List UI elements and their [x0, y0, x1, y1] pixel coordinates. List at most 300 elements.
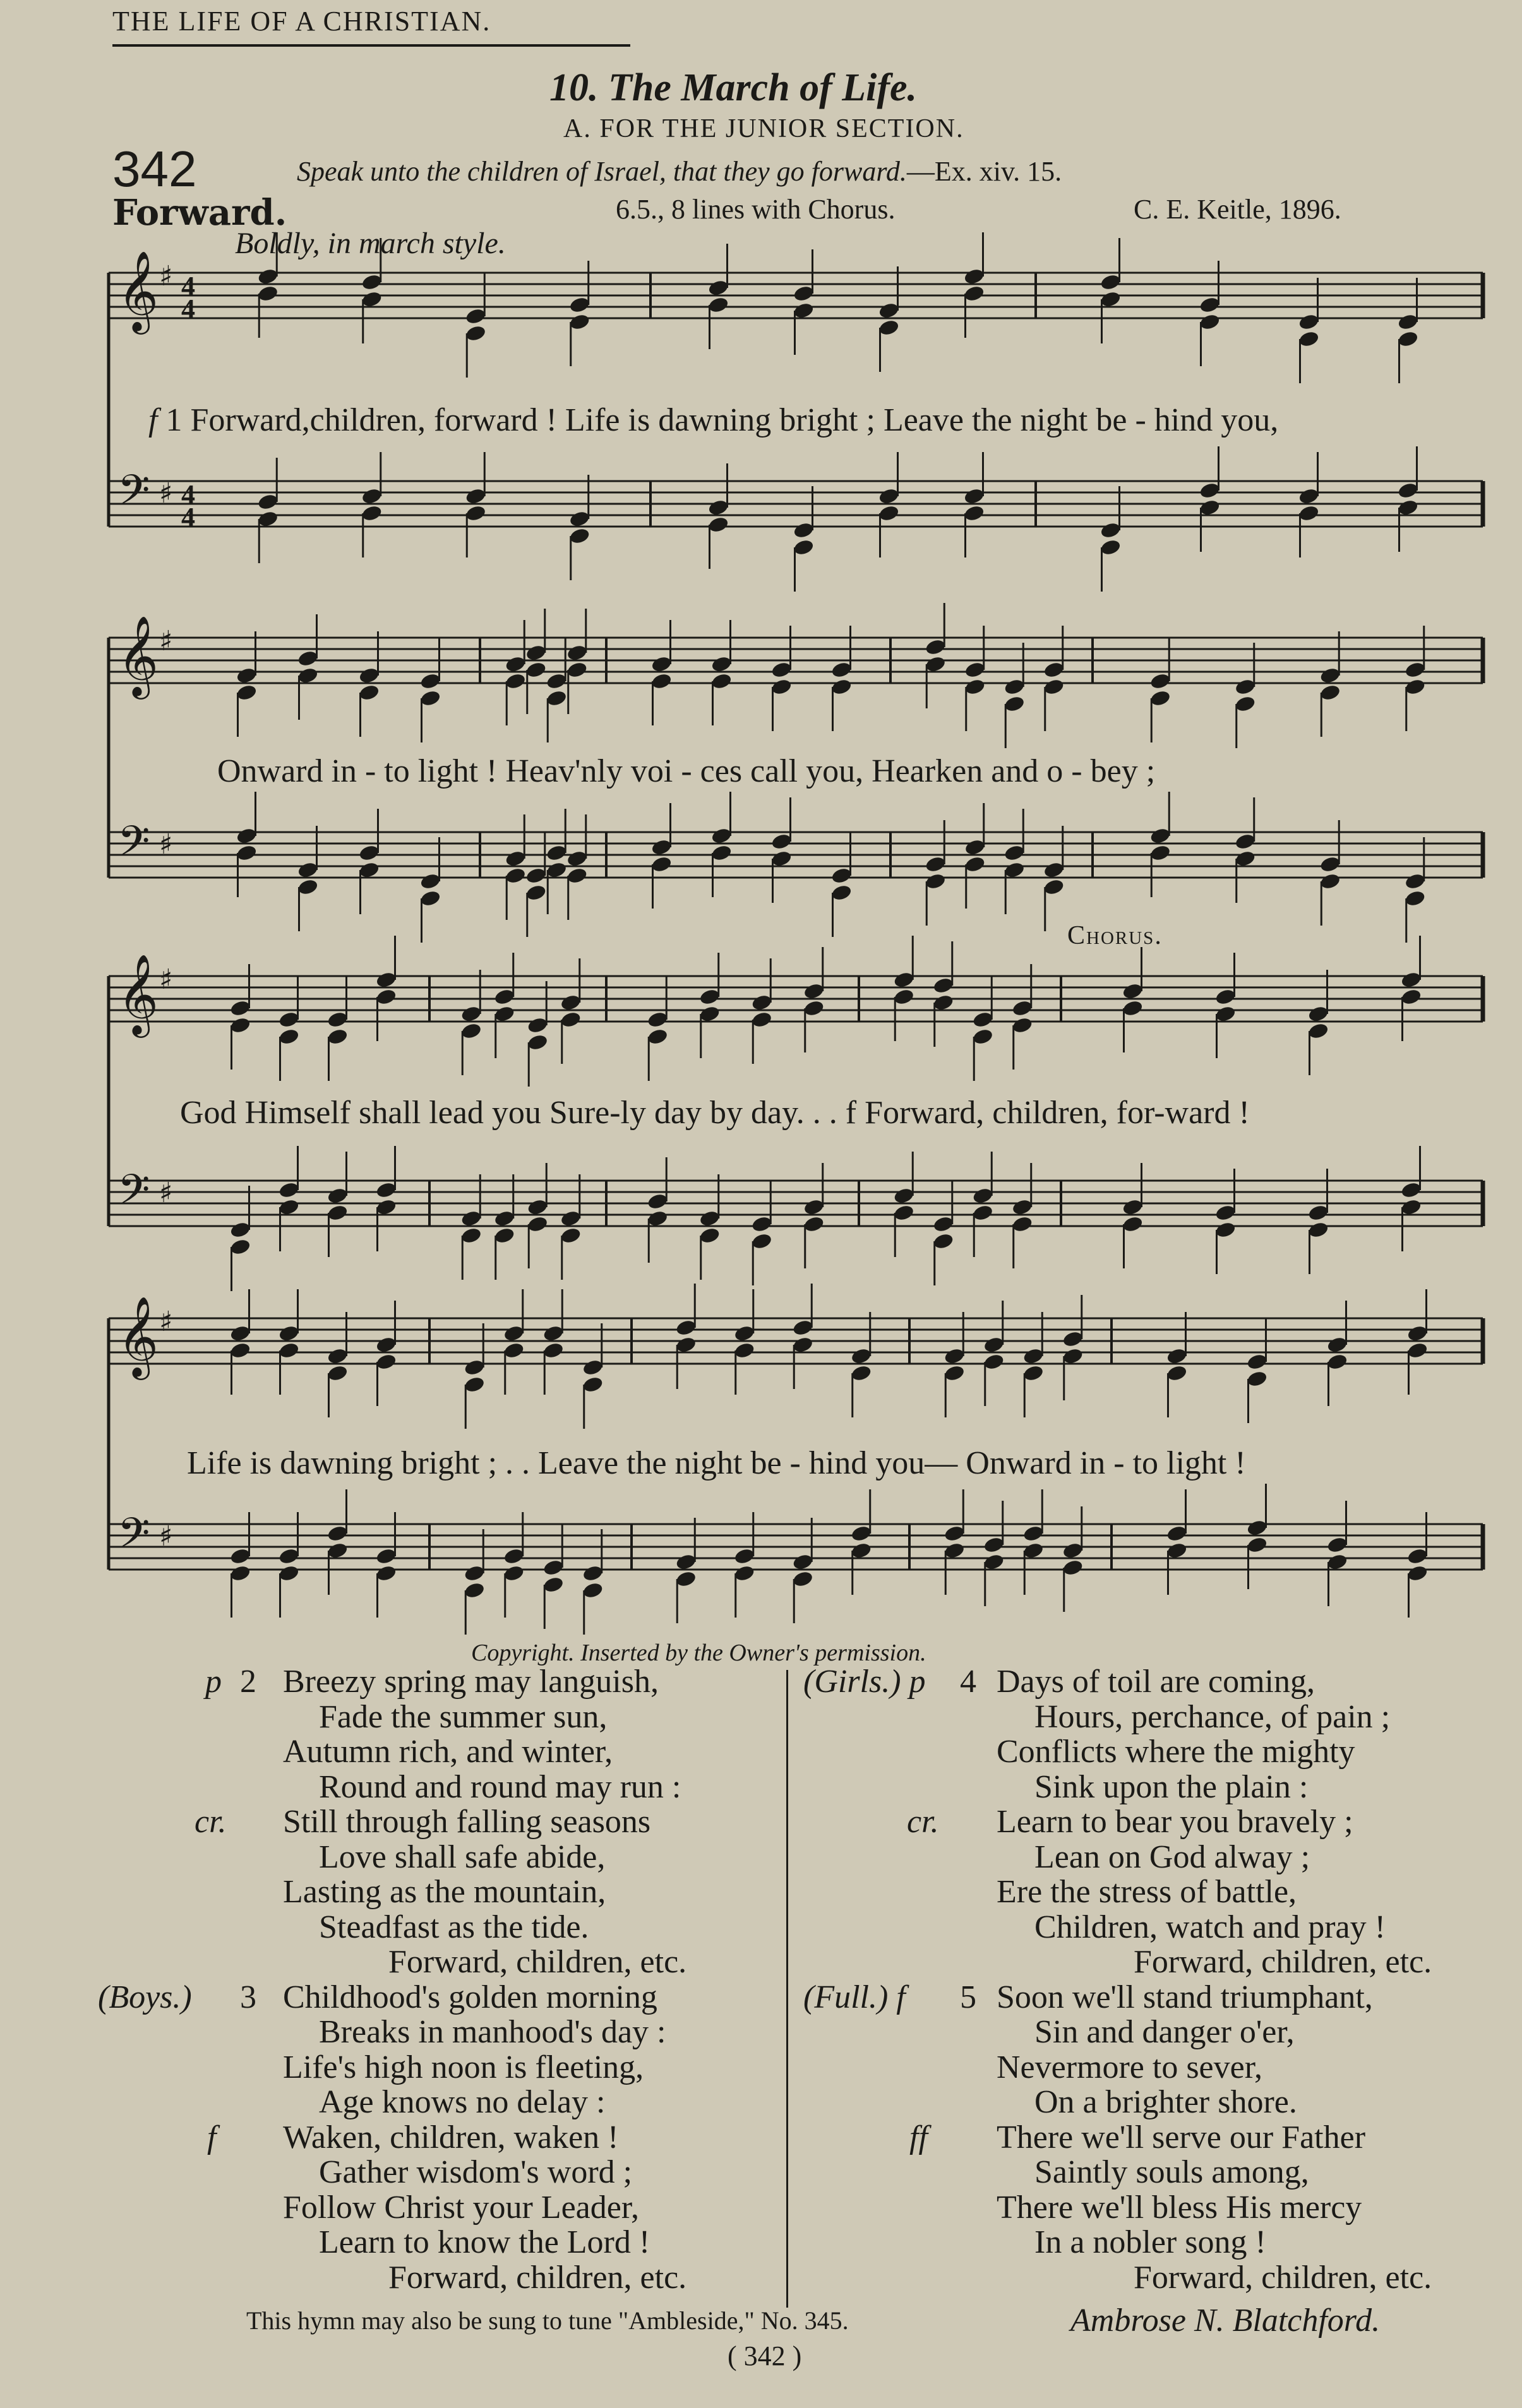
lyric-text: Onward in - to light ! Heav'nly voi - ces call you, Hearken and o - bey ;	[217, 753, 1156, 789]
note-head-icon	[361, 273, 383, 291]
key-signature-icon: ♯	[159, 1306, 173, 1338]
note-head-icon	[972, 1203, 994, 1222]
note-head-icon	[1166, 1541, 1188, 1559]
verse-line: Lasting as the mountain,	[283, 1874, 606, 1910]
note-head-icon	[419, 872, 441, 890]
note-head-icon	[707, 515, 729, 533]
note-head-icon	[464, 1375, 486, 1393]
verse-line: Learn to bear you bravely ;	[997, 1804, 1353, 1840]
note-head-icon	[1122, 1198, 1144, 1216]
note-head-icon	[893, 1203, 915, 1222]
note-head-icon	[1326, 1553, 1348, 1571]
note-head-icon	[375, 970, 397, 989]
note-head-icon	[460, 1226, 482, 1244]
note-head-icon	[1166, 1524, 1188, 1542]
note-head-icon	[878, 301, 900, 319]
note-head-icon	[493, 1209, 515, 1227]
note-head-icon	[560, 1226, 582, 1244]
note-head-icon	[327, 1203, 349, 1222]
note-head-icon	[527, 1016, 549, 1034]
note-head-icon	[770, 832, 793, 850]
lyric-line	[180, 1094, 1250, 1131]
note-head-icon	[972, 1010, 994, 1028]
key-signature-icon: ♯	[159, 477, 173, 510]
note-head-icon	[460, 1004, 482, 1023]
note-head-icon	[1043, 660, 1065, 679]
note-head-icon	[525, 643, 547, 662]
verse-line: Breezy spring may languish,	[283, 1664, 659, 1700]
verse-line: Follow Christ your Leader,	[283, 2189, 640, 2226]
note-head-icon	[733, 1324, 755, 1342]
note-head-icon	[1319, 855, 1341, 873]
note-head-icon	[675, 1570, 697, 1588]
verse-line: In a nobler song !	[1034, 2224, 1266, 2260]
note-head-icon	[983, 1535, 1005, 1554]
bass-clef-icon: 𝄢	[117, 1509, 150, 1568]
note-head-icon	[1199, 313, 1221, 331]
note-head-icon	[229, 1237, 251, 1256]
note-head-icon	[983, 1352, 1005, 1371]
note-head-icon	[944, 1524, 966, 1542]
note-head-icon	[493, 1004, 515, 1023]
note-head-icon	[1062, 1558, 1084, 1577]
note-head-icon	[560, 1209, 582, 1227]
note-head-icon	[1326, 1535, 1348, 1554]
verse-line: Still through falling seasons	[283, 1804, 651, 1840]
note-head-icon	[542, 1324, 565, 1342]
note-head-icon	[503, 1324, 525, 1342]
note-head-icon	[972, 1186, 994, 1205]
note-head-icon	[1404, 677, 1426, 696]
note-head-icon	[830, 866, 853, 885]
lyric-line	[148, 402, 1278, 439]
note-head-icon	[1234, 832, 1256, 850]
note-head-icon	[460, 1022, 482, 1040]
copyright-note: Copyright. Inserted by the Owner's permission.	[471, 1640, 926, 1666]
hymn-number: 342	[112, 141, 197, 197]
verse-line: Childhood's golden morning	[283, 1979, 657, 2015]
note-head-icon	[932, 1232, 954, 1250]
note-head-icon	[525, 866, 547, 885]
note-head-icon	[751, 993, 773, 1011]
verse-mark: cr.	[907, 1804, 939, 1840]
note-head-icon	[1199, 295, 1221, 314]
note-head-icon	[1319, 683, 1341, 701]
note-head-icon	[1400, 987, 1422, 1006]
note-head-icon	[972, 1027, 994, 1046]
note-head-icon	[878, 318, 900, 337]
lyric-line	[217, 753, 1155, 790]
running-head: THE LIFE OF A CHRISTIAN.	[112, 6, 491, 37]
subsection-title: A. FOR THE JUNIOR SECTION.	[563, 114, 964, 143]
verse-line: There we'll bless His mercy	[997, 2189, 1362, 2226]
note-head-icon	[1122, 999, 1144, 1017]
verse-line: Sink upon the plain :	[1034, 1768, 1309, 1805]
note-head-icon	[770, 660, 793, 679]
note-head-icon	[1199, 481, 1221, 499]
verse-line: Round and round may run :	[319, 1768, 681, 1805]
note-head-icon	[505, 866, 527, 885]
note-head-icon	[582, 1358, 604, 1376]
note-head-icon	[1397, 498, 1419, 516]
lyric-text: God Himself shall lead you Sure-ly day by day. . . f Forward, children, for-ward !	[180, 1095, 1250, 1131]
page-number: ( 342 )	[728, 2340, 802, 2371]
note-head-icon	[278, 1547, 300, 1565]
note-head-icon	[257, 510, 279, 528]
note-head-icon	[925, 638, 947, 656]
note-head-icon	[793, 538, 815, 556]
note-head-icon	[964, 838, 986, 856]
note-head-icon	[650, 855, 673, 873]
note-head-icon	[1400, 1198, 1422, 1216]
note-head-icon	[1406, 1341, 1429, 1359]
note-head-icon	[464, 1358, 486, 1376]
note-head-icon	[1307, 1022, 1329, 1040]
note-head-icon	[647, 1010, 669, 1028]
verse-number: 2	[240, 1664, 256, 1700]
verse-line: Nevermore to sever,	[997, 2049, 1262, 2085]
note-head-icon	[361, 504, 383, 522]
note-head-icon	[707, 278, 729, 297]
note-head-icon	[358, 843, 380, 862]
note-head-icon	[1400, 970, 1422, 989]
note-head-icon	[278, 1010, 300, 1028]
treble-clef-icon: 𝄞	[117, 615, 159, 696]
note-head-icon	[650, 838, 673, 856]
note-head-icon	[1122, 1215, 1144, 1233]
alternate-tune-note: This hymn may also be sung to tune "Ambleside," No. 345.	[246, 2306, 849, 2335]
note-head-icon	[830, 883, 853, 902]
note-head-icon	[710, 672, 733, 690]
note-head-icon	[229, 1341, 251, 1359]
note-head-icon	[1149, 826, 1171, 845]
verse-line: Gather wisdom's word ;	[319, 2154, 633, 2190]
note-head-icon	[932, 993, 954, 1011]
note-head-icon	[963, 504, 985, 522]
note-head-icon	[698, 1226, 721, 1244]
note-head-icon	[358, 666, 380, 684]
note-head-icon	[1043, 861, 1065, 879]
note-head-icon	[944, 1347, 966, 1365]
note-head-icon	[963, 487, 985, 505]
verse-line: On a brighter shore.	[1034, 2084, 1297, 2120]
lyric-text: Life is dawning bright ; . . Leave the night be - hind you— Onward in - to light !	[187, 1445, 1246, 1481]
verse-line: Autumn rich, and winter,	[283, 1734, 613, 1770]
note-head-icon	[460, 1209, 482, 1227]
note-head-icon	[297, 861, 319, 879]
dynamic-mark: f	[148, 402, 158, 438]
note-head-icon	[375, 1198, 397, 1216]
note-head-icon	[1298, 487, 1320, 505]
verse-line: Sin and danger o'er,	[1034, 2014, 1295, 2050]
note-head-icon	[464, 1564, 486, 1582]
refrain-line: Forward, children, etc.	[1134, 1944, 1432, 1980]
note-head-icon	[1397, 313, 1419, 331]
verse-line: Soon we'll stand triumphant,	[997, 1979, 1373, 2015]
note-head-icon	[505, 849, 527, 867]
note-head-icon	[236, 843, 258, 862]
note-head-icon	[1043, 677, 1065, 696]
note-head-icon	[327, 1027, 349, 1046]
note-head-icon	[850, 1524, 872, 1542]
section-title: 10. The March of Life.	[549, 66, 918, 109]
note-head-icon	[503, 1564, 525, 1582]
note-head-icon	[297, 878, 319, 896]
note-head-icon	[983, 1335, 1005, 1354]
note-head-icon	[327, 1364, 349, 1382]
verse-line: Love shall safe abide,	[319, 1839, 606, 1875]
time-signature-icon: 4	[181, 502, 195, 533]
column-divider	[786, 1670, 788, 2308]
note-head-icon	[1149, 843, 1171, 862]
note-head-icon	[542, 1575, 565, 1594]
note-head-icon	[675, 1318, 697, 1337]
key-signature-icon: ♯	[159, 963, 173, 996]
note-head-icon	[465, 324, 487, 342]
time-signature-icon: 4	[181, 271, 195, 302]
note-head-icon	[525, 883, 547, 902]
note-head-icon	[793, 301, 815, 319]
note-head-icon	[278, 1198, 300, 1216]
bass-clef-icon: 𝄢	[117, 466, 150, 525]
note-head-icon	[647, 1027, 669, 1046]
note-head-icon	[710, 826, 733, 845]
note-head-icon	[375, 1335, 397, 1354]
note-head-icon	[465, 504, 487, 522]
verse-line: Breaks in manhood's day :	[319, 2014, 666, 2050]
note-head-icon	[944, 1364, 966, 1382]
note-head-icon	[1234, 677, 1256, 696]
note-head-icon	[1004, 843, 1026, 862]
note-head-icon	[527, 1198, 549, 1216]
note-head-icon	[465, 307, 487, 325]
note-head-icon	[327, 1186, 349, 1205]
note-head-icon	[527, 1215, 549, 1233]
note-head-icon	[560, 993, 582, 1011]
note-head-icon	[1246, 1535, 1268, 1554]
note-head-icon	[1406, 1547, 1429, 1565]
note-head-icon	[1319, 666, 1341, 684]
treble-clef-icon: 𝄞	[117, 250, 159, 331]
note-head-icon	[582, 1564, 604, 1582]
note-head-icon	[963, 284, 985, 302]
note-head-icon	[1004, 861, 1026, 879]
time-signature-icon: 4	[181, 294, 195, 325]
note-head-icon	[1214, 987, 1237, 1006]
note-head-icon	[1022, 1364, 1045, 1382]
note-head-icon	[803, 982, 825, 1000]
note-head-icon	[1246, 1369, 1268, 1388]
note-head-icon	[1100, 273, 1122, 291]
note-head-icon	[925, 855, 947, 873]
key-signature-icon: ♯	[159, 625, 173, 657]
note-head-icon	[1397, 481, 1419, 499]
note-head-icon	[375, 1352, 397, 1371]
verse-line: Conflicts where the mighty	[997, 1734, 1355, 1770]
note-head-icon	[707, 295, 729, 314]
chorus-label: Chorus.	[1067, 921, 1163, 950]
note-head-icon	[236, 683, 258, 701]
note-head-icon	[542, 1558, 565, 1577]
note-head-icon	[375, 1181, 397, 1199]
verse-mark: (Girls.) p	[803, 1664, 926, 1700]
note-head-icon	[1062, 1330, 1084, 1348]
verse-line: Learn to know the Lord !	[319, 2224, 650, 2260]
note-head-icon	[1011, 1198, 1033, 1216]
note-head-icon	[229, 1220, 251, 1239]
note-head-icon	[566, 643, 588, 662]
verse-line: Ere the stress of battle,	[997, 1874, 1297, 1910]
verse-line: Lean on God alway ;	[1034, 1839, 1310, 1875]
note-head-icon	[707, 498, 729, 516]
lyric-text: 1 Forward,children, forward ! Life is dawning bright ; Leave the night be - hind you,	[165, 402, 1279, 438]
note-head-icon	[1022, 1541, 1045, 1559]
note-head-icon	[1022, 1347, 1045, 1365]
note-head-icon	[278, 1324, 300, 1342]
note-head-icon	[850, 1541, 872, 1559]
refrain-line: Forward, children, etc.	[1134, 2259, 1432, 2296]
bass-clef-icon: 𝄢	[117, 1165, 150, 1224]
author: Ambrose N. Blatchford.	[1070, 2303, 1381, 2339]
key-signature-icon: ♯	[159, 1520, 173, 1553]
verse-line: There we'll serve our Father	[997, 2119, 1366, 2155]
note-head-icon	[733, 1341, 755, 1359]
note-head-icon	[1214, 1004, 1237, 1023]
note-head-icon	[1100, 521, 1122, 539]
note-head-icon	[1214, 1203, 1237, 1222]
note-head-icon	[327, 1524, 349, 1542]
note-head-icon	[932, 976, 954, 994]
note-head-icon	[1400, 1181, 1422, 1199]
note-head-icon	[560, 1010, 582, 1028]
note-head-icon	[525, 660, 547, 679]
note-head-icon	[1298, 330, 1320, 348]
note-head-icon	[503, 1341, 525, 1359]
note-head-icon	[1298, 313, 1320, 331]
note-head-icon	[850, 1347, 872, 1365]
note-head-icon	[803, 999, 825, 1017]
note-head-icon	[1246, 1352, 1268, 1371]
scripture-reference: —Ex. xiv. 15.	[906, 156, 1062, 187]
scripture-text: Speak unto the children of Israel, that they go forward.	[297, 156, 907, 187]
note-head-icon	[647, 1192, 669, 1210]
note-head-icon	[236, 666, 258, 684]
verse-line: Life's high noon is fleeting,	[283, 2049, 644, 2085]
note-head-icon	[1043, 878, 1065, 896]
note-head-icon	[1149, 689, 1171, 707]
note-head-icon	[464, 1581, 486, 1599]
note-head-icon	[1011, 999, 1033, 1017]
note-head-icon	[893, 987, 915, 1006]
lyric-line	[187, 1445, 1246, 1482]
note-head-icon	[566, 866, 588, 885]
note-head-icon	[925, 872, 947, 890]
note-head-icon	[542, 1341, 565, 1359]
treble-clef-icon: 𝄞	[117, 1296, 159, 1376]
note-head-icon	[1166, 1364, 1188, 1382]
note-head-icon	[229, 1324, 251, 1342]
note-head-icon	[582, 1581, 604, 1599]
note-head-icon	[733, 1547, 755, 1565]
note-head-icon	[546, 672, 568, 690]
note-head-icon	[751, 1010, 773, 1028]
note-head-icon	[297, 666, 319, 684]
note-head-icon	[1234, 694, 1256, 713]
note-head-icon	[1307, 1203, 1329, 1222]
note-head-icon	[257, 492, 279, 511]
note-head-icon	[893, 970, 915, 989]
note-head-icon	[1404, 872, 1426, 890]
note-head-icon	[1100, 290, 1122, 308]
note-head-icon	[963, 267, 985, 285]
note-head-icon	[932, 1215, 954, 1233]
note-head-icon	[878, 504, 900, 522]
note-head-icon	[1062, 1541, 1084, 1559]
note-head-icon	[751, 1232, 773, 1250]
verse-line: Saintly souls among,	[1034, 2154, 1309, 2190]
verse-mark: (Full.) f	[803, 1979, 906, 2015]
note-head-icon	[546, 861, 568, 879]
note-head-icon	[327, 1010, 349, 1028]
note-head-icon	[566, 849, 588, 867]
note-head-icon	[964, 660, 986, 679]
time-signature-icon: 4	[181, 479, 195, 510]
key-signature-icon: ♯	[159, 260, 173, 292]
note-head-icon	[278, 1181, 300, 1199]
note-head-icon	[1149, 672, 1171, 690]
note-head-icon	[1298, 504, 1320, 522]
note-head-icon	[236, 826, 258, 845]
note-head-icon	[792, 1570, 814, 1588]
note-head-icon	[1307, 1004, 1329, 1023]
note-head-icon	[698, 1004, 721, 1023]
note-head-icon	[650, 672, 673, 690]
note-head-icon	[527, 1033, 549, 1051]
note-head-icon	[465, 487, 487, 505]
note-head-icon	[710, 655, 733, 673]
note-head-icon	[1214, 1220, 1237, 1239]
composer: C. E. Keitle, 1896.	[1134, 194, 1341, 225]
note-head-icon	[546, 689, 568, 707]
verse-mark: ff	[909, 2119, 928, 2155]
note-head-icon	[964, 677, 986, 696]
note-head-icon	[964, 855, 986, 873]
verse-number: 3	[240, 1979, 256, 2015]
note-head-icon	[925, 655, 947, 673]
note-head-icon	[1100, 538, 1122, 556]
note-head-icon	[582, 1375, 604, 1393]
note-head-icon	[1404, 660, 1426, 679]
note-head-icon	[1319, 872, 1341, 890]
note-head-icon	[792, 1318, 814, 1337]
verse-line: Children, watch and pray !	[1034, 1909, 1386, 1945]
note-head-icon	[229, 1564, 251, 1582]
note-head-icon	[568, 510, 590, 528]
note-head-icon	[1022, 1524, 1045, 1542]
note-head-icon	[893, 1186, 915, 1205]
note-head-icon	[1404, 889, 1426, 907]
verse-line: Waken, children, waken !	[283, 2119, 619, 2155]
note-head-icon	[1307, 1220, 1329, 1239]
note-head-icon	[1011, 1215, 1033, 1233]
note-head-icon	[568, 313, 590, 331]
note-head-icon	[1406, 1324, 1429, 1342]
note-head-icon	[1326, 1335, 1348, 1354]
note-head-icon	[1397, 330, 1419, 348]
refrain-line: Forward, children, etc.	[388, 2259, 687, 2296]
note-head-icon	[698, 987, 721, 1006]
note-head-icon	[650, 655, 673, 673]
